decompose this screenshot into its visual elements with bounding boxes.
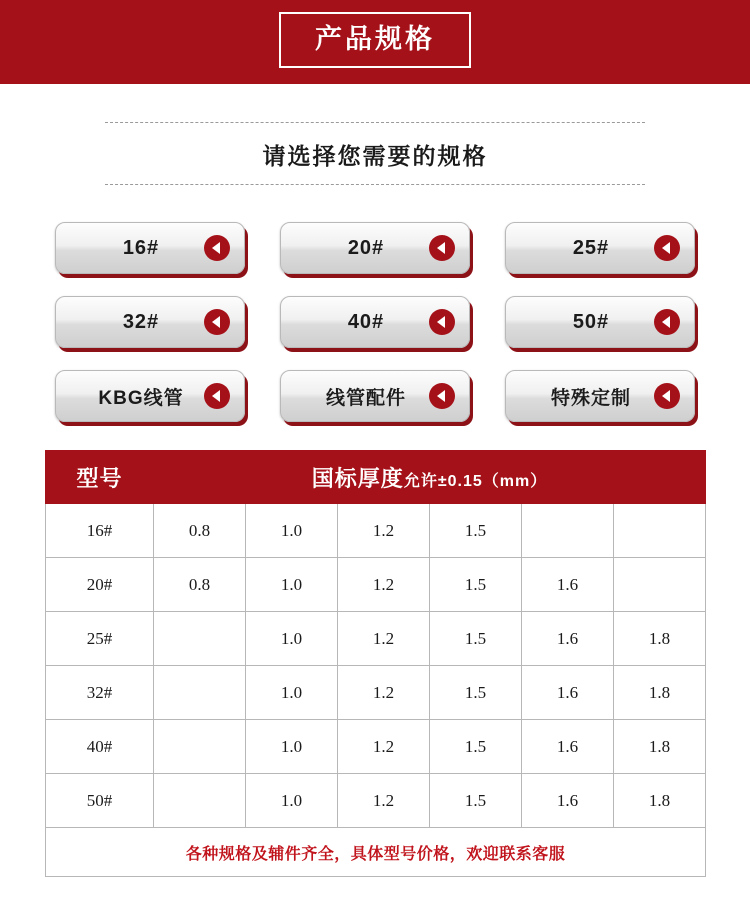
play-arrow-icon: [429, 235, 455, 261]
spec-button-label: 25#: [572, 236, 610, 259]
table-footer-row: [46, 828, 706, 877]
cell-model: 40#: [46, 720, 154, 774]
section-subtitle: 请选择您需要的规格: [262, 143, 488, 169]
cell-value: 1.2: [338, 666, 430, 720]
spec-button-label: 32#: [122, 310, 160, 333]
cell-value: 1.8: [614, 666, 706, 720]
spec-button-label: 50#: [572, 310, 610, 333]
spec-button-50[interactable]: [505, 296, 695, 348]
cell-value: 1.6: [522, 666, 614, 720]
cell-model: 50#: [46, 774, 154, 828]
header-model: 型号: [46, 451, 154, 504]
cell-value: 1.6: [522, 720, 614, 774]
cell-value: 1.2: [338, 774, 430, 828]
cell-value: 1.6: [522, 558, 614, 612]
cell-value: 1.2: [338, 612, 430, 666]
cell-value: 1.8: [614, 720, 706, 774]
cell-value: [154, 612, 246, 666]
cell-value: 1.6: [522, 774, 614, 828]
spec-button-25[interactable]: [505, 222, 695, 274]
cell-value: 1.8: [614, 612, 706, 666]
cell-value: 1.0: [246, 666, 338, 720]
cell-value: [522, 504, 614, 558]
footer-note: 各种规格及辅件齐全，具体型号价格，欢迎联系客服: [46, 828, 706, 877]
spec-button-label: 特殊定制: [550, 387, 631, 409]
divider-bottom: [105, 184, 645, 185]
spec-button-16[interactable]: [55, 222, 245, 274]
play-arrow-icon: [429, 309, 455, 335]
divider-top: [105, 122, 645, 123]
spec-button-label: 40#: [347, 310, 385, 333]
header-thickness-sub: 允许±0.15（mm）: [403, 472, 548, 490]
cell-model: 32#: [46, 666, 154, 720]
spec-button-label: 线管配件: [325, 387, 406, 409]
play-arrow-icon: [654, 383, 680, 409]
cell-value: 1.8: [614, 774, 706, 828]
cell-value: [614, 558, 706, 612]
spec-button-32[interactable]: [55, 296, 245, 348]
spec-button-40[interactable]: [280, 296, 470, 348]
spec-button-20[interactable]: [280, 222, 470, 274]
cell-value: [614, 504, 706, 558]
play-arrow-icon: [654, 235, 680, 261]
cell-value: 1.6: [522, 612, 614, 666]
cell-value: 1.5: [430, 666, 522, 720]
spec-table-wrap: [45, 450, 705, 877]
cell-value: 1.5: [430, 774, 522, 828]
cell-model: 20#: [46, 558, 154, 612]
cell-value: 1.2: [338, 504, 430, 558]
cell-value: 1.5: [430, 612, 522, 666]
table-row: [46, 612, 706, 666]
cell-value: 1.2: [338, 558, 430, 612]
cell-model: 16#: [46, 504, 154, 558]
header-thickness-main: 国标厚度: [311, 465, 404, 491]
cell-value: 1.0: [246, 720, 338, 774]
header-thickness: [154, 451, 706, 504]
cell-value: 1.0: [246, 612, 338, 666]
cell-value: [154, 720, 246, 774]
play-arrow-icon: [204, 235, 230, 261]
banner-title-box: [279, 12, 471, 68]
table-header-row: [46, 451, 706, 504]
subtitle-section: [0, 122, 750, 200]
cell-value: 1.2: [338, 720, 430, 774]
cell-value: [154, 774, 246, 828]
page-title: 产品规格: [315, 24, 435, 54]
cell-value: 1.0: [246, 504, 338, 558]
spec-button-label: KBG线管: [98, 387, 184, 409]
cell-value: 1.0: [246, 558, 338, 612]
spec-table: [45, 450, 706, 877]
page-banner: [0, 0, 750, 84]
spec-button-label: 20#: [347, 236, 385, 259]
cell-value: [154, 666, 246, 720]
play-arrow-icon: [429, 383, 455, 409]
play-arrow-icon: [204, 383, 230, 409]
table-row: [46, 720, 706, 774]
spec-button-kbg-conduit[interactable]: [55, 370, 245, 422]
cell-value: 1.5: [430, 504, 522, 558]
cell-value: 0.8: [154, 558, 246, 612]
play-arrow-icon: [204, 309, 230, 335]
spec-button-grid: [55, 222, 695, 444]
cell-value: 1.5: [430, 720, 522, 774]
cell-value: 1.0: [246, 774, 338, 828]
play-arrow-icon: [654, 309, 680, 335]
cell-value: 0.8: [154, 504, 246, 558]
spec-button-custom-order[interactable]: [505, 370, 695, 422]
table-row: [46, 504, 706, 558]
table-row: [46, 774, 706, 828]
table-row: [46, 558, 706, 612]
table-row: [46, 666, 706, 720]
cell-value: 1.5: [430, 558, 522, 612]
spec-button-label: 16#: [122, 236, 160, 259]
spec-button-conduit-fittings[interactable]: [280, 370, 470, 422]
cell-model: 25#: [46, 612, 154, 666]
